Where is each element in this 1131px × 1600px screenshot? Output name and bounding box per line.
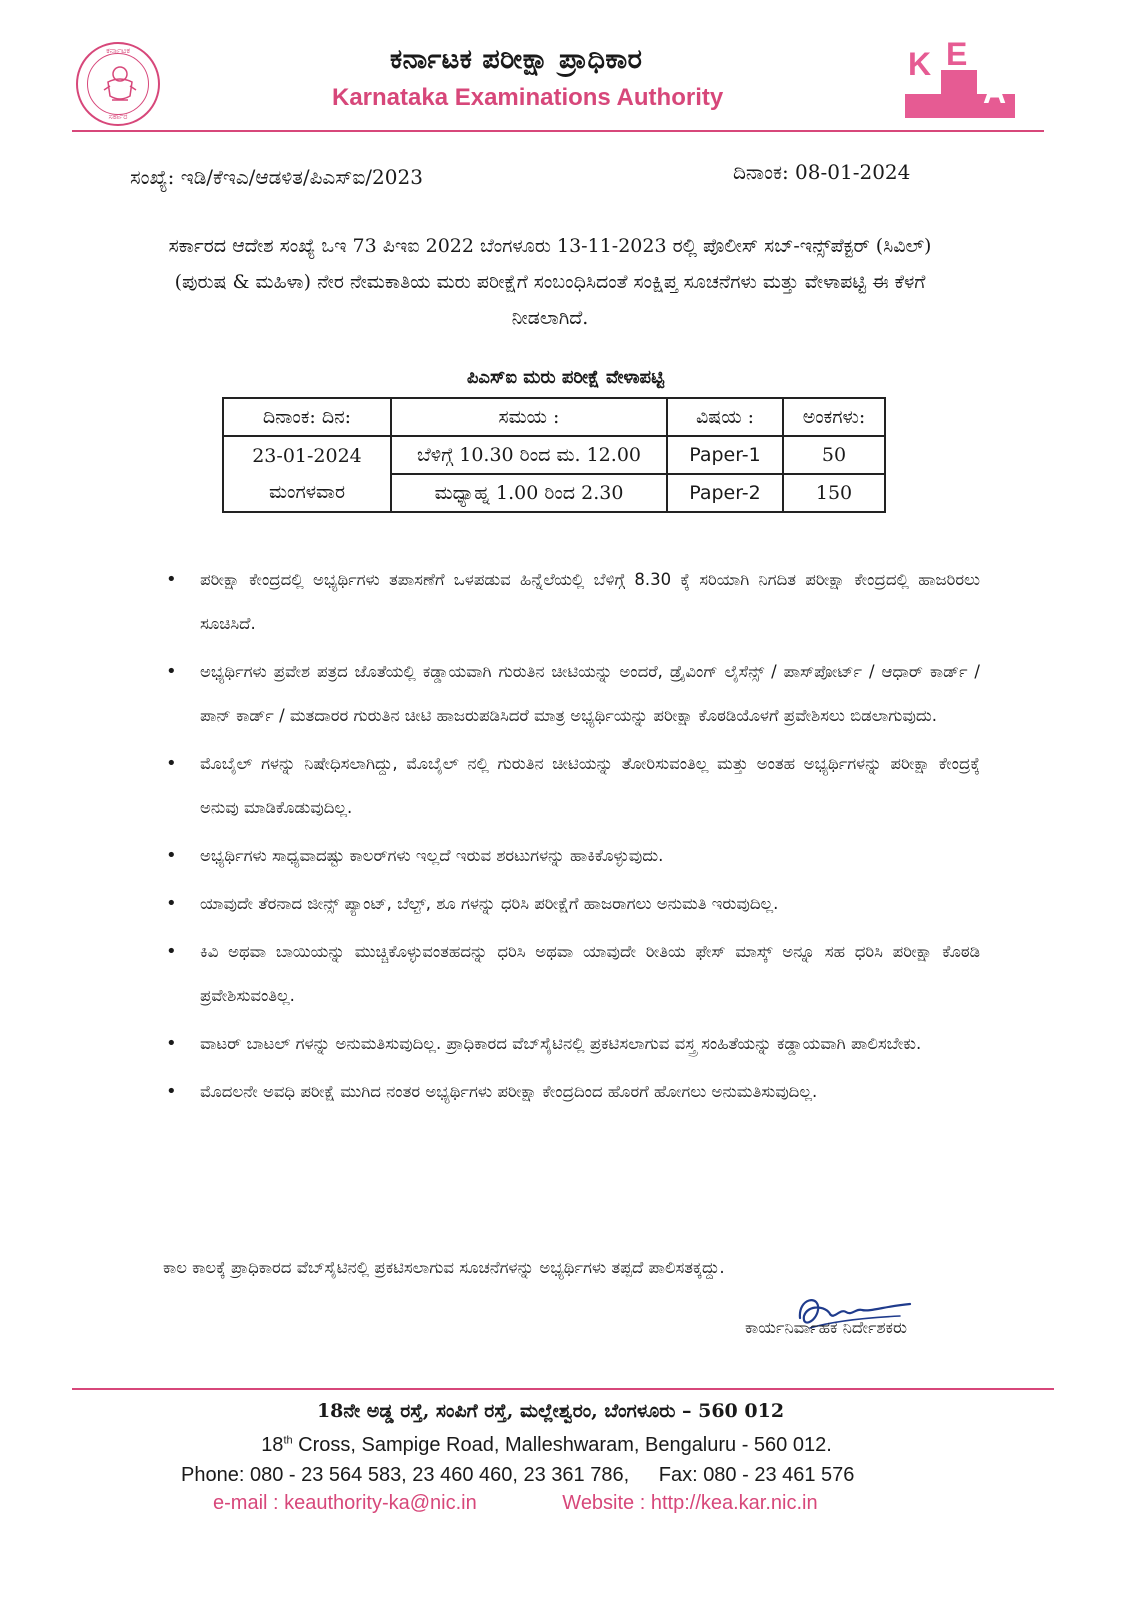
header-date: ದಿನಾಂಕ: ದಿನ: bbox=[223, 398, 391, 436]
time-cell: ಮಧ್ಯಾಹ್ನ 1.00 ರಿಂದ 2.30 bbox=[391, 474, 667, 512]
signatory-designation: ಕಾರ್ಯನಿರ್ವಾಹಕ ನಿರ್ದೇಶಕರು bbox=[745, 1318, 907, 1337]
instruction-list bbox=[160, 558, 980, 1114]
footer-divider bbox=[72, 1388, 1054, 1390]
header-time: ಸಮಯ : bbox=[391, 398, 667, 436]
logo-letter-e: E bbox=[946, 36, 968, 72]
time-cell: ಬೆಳಿಗ್ಗೆ 10.30 ರಿಂದ ಮ. 12.00 bbox=[391, 436, 667, 474]
footer-online bbox=[213, 1492, 818, 1515]
authority-title-english: Karnataka Examinations Authority bbox=[332, 84, 724, 111]
government-seal bbox=[76, 42, 160, 126]
list-item: • ವಾಟರ್ ಬಾಟಲ್ ಗಳನ್ನು ಅನುಮತಿಸುವುದಿಲ್ಲ. ಪ್ರಾಧಿಕಾರದ ವೆಬ್‌ಸೈಟಿನಲ್ಲಿ ಪ್ರಕಟಿಸಲಾಗುವ ವಸ್ತ್ರ ಸಂಹಿತೆಯನ್ನು ಕಡ್ಡಾಯವಾಗಿ ಪಾಲಿಸಬೇಕು. bbox=[160, 1022, 980, 1066]
subject-cell: Paper-1 bbox=[667, 436, 783, 474]
logo-step-2 bbox=[941, 70, 977, 118]
footer-contacts bbox=[181, 1464, 854, 1487]
fax-number: Fax: 080 - 23 461 576 bbox=[658, 1464, 855, 1486]
schedule-title: ಪಿಎಸ್ಐ ಮರು ಪರೀಕ್ಷೆ ವೇಳಾಪಟ್ಟಿ bbox=[466, 367, 665, 388]
address-number: 18 bbox=[261, 1434, 284, 1456]
address-ordinal: th bbox=[283, 1434, 293, 1447]
list-item: • ಅಭ್ಯರ್ಥಿಗಳು ಪ್ರವೇಶ ಪತ್ರದ ಜೊತೆಯಲ್ಲಿ ಕಡ್ಡಾಯವಾಗಿ ಗುರುತಿನ ಚೀಟಿಯನ್ನು ಅಂದರೆ, ಡ್ರೈವಿಂಗ್ ಲೈಸೆನ್ಸ್ / ಪಾಸ್‌ಪೋರ್ಟ್ / ಆಧಾರ್ ಕಾರ್ಡ್ / ಪಾನ್ ಕಾರ್ಡ್ / ಮತದಾರರ ಗುರುತಿನ ಚೀಟಿ ಹಾಜರುಪಡಿಸಿದರೆ ಮಾತ್ರ ಅಭ್ಯರ್ಥಿಯನ್ನು ಪರೀಕ್ಷಾ ಕೊಠಡಿಯೊಳಗೆ ಪ್ರವೇಶಿಸಲು ಬಿಡಲಾಗುವುದು. bbox=[160, 650, 980, 738]
list-item: • ಯಾವುದೇ ತೆರನಾದ ಜೀನ್ಸ್ ಪ್ಯಾಂಟ್, ಬೆಲ್ಟ್, ಶೂ ಗಳನ್ನು ಧರಿಸಿ ಪರೀಕ್ಷೆಗೆ ಹಾಜರಾಗಲು ಅನುಮತಿ ಇರುವುದಿಲ್ಲ. bbox=[160, 882, 980, 926]
email-link[interactable]: e-mail : keauthority-ka@nic.in bbox=[213, 1492, 477, 1514]
emblem-icon bbox=[98, 62, 142, 108]
seal-top-text: ಕರ್ನಾಟಕ bbox=[106, 46, 130, 55]
list-item: • ಅಭ್ಯರ್ಥಿಗಳು ಸಾಧ್ಯವಾದಷ್ಟು ಕಾಲರ್‌ಗಳು ಇಲ್ಲದೆ ಇರುವ ಶರಟುಗಳನ್ನು ಹಾಕಿಕೊಳ್ಳುವುದು. bbox=[160, 834, 980, 878]
footer-address-kannada: 18ನೇ ಅಡ್ಡ ರಸ್ತೆ, ಸಂಪಿಗೆ ರಸ್ತೆ, ಮಲ್ಲೇಶ್ವರಂ, ಬೆಂಗಳೂರು – 560 012 bbox=[316, 1400, 785, 1422]
document-date: ದಿನಾಂಕ: 08-01-2024 bbox=[733, 160, 911, 184]
schedule-header-row bbox=[223, 398, 885, 436]
intro-paragraph: ಸರ್ಕಾರದ ಆದೇಶ ಸಂಖ್ಯೆ ಒಇ 73 ಪಿಇಐ 2022 ಬೆಂಗಳೂರು 13-11-2023 ರಲ್ಲಿ ಪೊಲೀಸ್ ಸಬ್-ಇನ್ಸ್‌ಪೆಕ್ಟರ್ (ಸಿವಿಲ್) (ಪುರುಷ & ಮಹಿಳಾ) ನೇರ ನೇಮಕಾತಿಯ ಮರು ಪರೀಕ್ಷೆಗೆ ಸಂಬಂಧಿಸಿದಂತೆ ಸಂಕ್ಷಿಪ್ತ ಸೂಚನೆಗಳು ಮತ್ತು ವೇಳಾಪಟ್ಟಿ ಈ ಕೆಳಗೆ ನೀಡಲಾಗಿದೆ. bbox=[168, 235, 932, 329]
phone-numbers: Phone: 080 - 23 564 583, 23 460 460, 23 361 786, bbox=[181, 1464, 630, 1486]
logo-step-1 bbox=[905, 94, 941, 118]
exam-date-cell bbox=[223, 436, 391, 512]
authority-title-kannada: ಕರ್ನಾಟಕ ಪರೀಕ್ಷಾ ಪ್ರಾಧಿಕಾರ bbox=[390, 44, 643, 75]
schedule-table bbox=[222, 397, 886, 513]
reference-number: ಸಂಖ್ಯೆ: ಇಡಿ/ಕೆಇಎ/ಆಡಳಿತ/ಪಿಎಸ್ಐ/2023 bbox=[130, 165, 423, 189]
exam-date: 23-01-2024 bbox=[252, 445, 362, 467]
logo-letter-k: K bbox=[908, 46, 932, 82]
logo-letter-a: A bbox=[983, 74, 1007, 110]
subject-cell: Paper-2 bbox=[667, 474, 783, 512]
list-item: • ಕಿವಿ ಅಥವಾ ಬಾಯಿಯನ್ನು ಮುಚ್ಚಿಕೊಳ್ಳುವಂತಹದನ್ನು ಧರಿಸಿ ಅಥವಾ ಯಾವುದೇ ರೀತಿಯ ಫೇಸ್ ಮಾಸ್ಕ್ ಅನ್ನೂ ಸಹ ಧರಿಸಿ ಪರೀಕ್ಷಾ ಕೊಠಡಿ ಪ್ರವೇಶಿಸುವಂತಿಲ್ಲ. bbox=[160, 930, 980, 1018]
marks-cell: 150 bbox=[783, 474, 885, 512]
header-subject: ವಿಷಯ : bbox=[667, 398, 783, 436]
list-item: • ಮೊದಲನೇ ಅವಧಿ ಪರೀಕ್ಷೆ ಮುಗಿದ ನಂತರ ಅಭ್ಯರ್ಥಿಗಳು ಪರೀಕ್ಷಾ ಕೇಂದ್ರದಿಂದ ಹೊರಗೆ ಹೋಗಲು ಅನುಮತಿಸುವುದಿಲ್ಲ. bbox=[160, 1070, 980, 1114]
footer-address-english bbox=[0, 1434, 1093, 1457]
website-link[interactable]: Website : http://kea.kar.nic.in bbox=[562, 1492, 818, 1514]
header-divider bbox=[72, 130, 1044, 132]
list-item: • ಪರೀಕ್ಷಾ ಕೇಂದ್ರದಲ್ಲಿ ಅಭ್ಯರ್ಥಿಗಳು ತಪಾಸಣೆಗೆ ಒಳಪಡುವ ಹಿನ್ನೆಲೆಯಲ್ಲಿ ಬೆಳಿಗ್ಗೆ 8.30 ಕ್ಕೆ ಸರಿಯಾಗಿ ನಿಗದಿತ ಪರೀಕ್ಷಾ ಕೇಂದ್ರದಲ್ಲಿ ಹಾಜರಿರಲು ಸೂಚಿಸಿದೆ. bbox=[160, 558, 980, 646]
exam-day: ಮಂಗಳವಾರ bbox=[268, 481, 346, 503]
table-row bbox=[223, 436, 885, 474]
list-item: • ಮೊಬೈಲ್ ಗಳನ್ನು ನಿಷೇಧಿಸಲಾಗಿದ್ದು, ಮೊಬೈಲ್ ನಲ್ಲಿ ಗುರುತಿನ ಚೀಟಿಯನ್ನು ತೋರಿಸುವಂತಿಲ್ಲ ಮತ್ತು ಅಂತಹ ಅಭ್ಯರ್ಥಿಗಳನ್ನು ಪರೀಕ್ಷಾ ಕೇಂದ್ರಕ್ಕೆ ಅನುವು ಮಾಡಿಕೊಡುವುದಿಲ್ಲ. bbox=[160, 742, 980, 830]
closing-note: ಕಾಲ ಕಾಲಕ್ಕೆ ಪ್ರಾಧಿಕಾರದ ವೆಬ್‌ಸೈಟಿನಲ್ಲಿ ಪ್ರಕಟಿಸಲಾಗುವ ಸೂಚನೆಗಳನ್ನು ಅಭ್ಯರ್ಥಿಗಳು ತಪ್ಪದೆ ಪಾಲಿಸತಕ್ಕದ್ದು. bbox=[163, 1258, 725, 1277]
marks-cell: 50 bbox=[783, 436, 885, 474]
seal-bottom-text: ಸರ್ಕಾರ bbox=[108, 112, 128, 121]
kea-logo bbox=[905, 36, 1015, 118]
address-text: Cross, Sampige Road, Malleshwaram, Bengaluru - 560 012. bbox=[292, 1434, 832, 1456]
header-marks: ಅಂಕಗಳು: bbox=[783, 398, 885, 436]
